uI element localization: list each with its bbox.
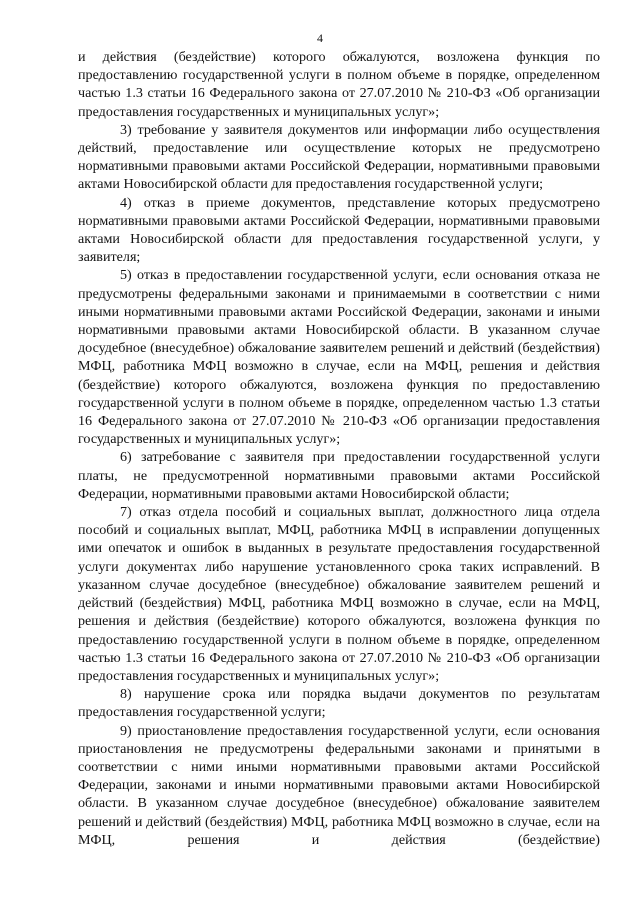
paragraph-item-5: 5) отказ в предоставлении государственной услуги, если основания отказа не предусмотрены федеральными законами и принимаемыми в соответствии с ними иными нормативными правовыми актами Российской Федерации, законами и иными нормативными правовыми актами Новосибирской области. В указанном случае досудебное (внесудебное) обжалование заявителем решений и действий (бездействия) МФЦ, работника МФЦ возможно в случае, если на МФЦ, решения и действия (бездействие) которого обжалуются, возложена функция по предоставлению государственной услуги в полном объеме в порядке, определенном частью 1.3 статьи 16 Федерального закона от 27.07.2010 № 210-ФЗ «Об организации предоставления государственных и муниципальных услуг»; [78, 267, 600, 448]
page-number: 4 [317, 31, 323, 45]
paragraph-item-7: 7) отказ отдела пособий и социальных выплат, должностного лица отдела пособий и социальных выплат, МФЦ, работника МФЦ в исправлении допущенных ими опечаток и ошибок в выданных в результате предоставления государственной услуги документах либо нарушение установленного срока таких исправлений. В указанном случае досудебное (внесудебное) обжалование заявителем решений и действий (бездействия) МФЦ, работника МФЦ возможно в случае, если на МФЦ, решения и действия (бездействие) которого обжалуются, возложена функция по предоставлению государственной услуги в полном объеме в порядке, определенном частью 1.3 статьи 16 Федерального закона от 27.07.2010 № 210-ФЗ «Об организации предоставления государственных и муниципальных услуг»; [78, 504, 600, 684]
paragraph-item-3: 3) требование у заявителя документов или информации либо осуществления действий, предоставление или осуществление которых не предусмотрено нормативными правовыми актами Российской Федерации, нормативными правовыми актами Новосибирской области для предоставления государственной услуги; [78, 121, 600, 193]
paragraph-item-8: 8) нарушение срока или порядка выдачи документов по результатам предоставления государственной услуги; [78, 686, 600, 721]
paragraph-item-6: 6) затребование с заявителя при предоставлении государственной услуги платы, не предусмотренной нормативными правовыми актами Российской Федерации, нормативными правовыми актами Новосибирской области; [78, 449, 600, 502]
paragraph-item-4: 4) отказ в приеме документов, представление которых предусмотрено нормативными правовыми актами Российской Федерации, нормативными правовыми актами Новосибирской области для предоставления государственной услуги, у заявителя; [78, 194, 600, 266]
paragraph-continuation: и действия (бездействие) которого обжалуются, возложена функция по предоставлению государственной услуги в полном объеме в порядке, определенном частью 1.3 статьи 16 Федерального закона от 27.07.2010 № 210-ФЗ «Об организации предоставления государственных и муниципальных услуг»; [78, 49, 600, 120]
paragraph-item-9: 9) приостановление предоставления государственной услуги, если основания приостановления не предусмотрены федеральными законами и принятыми в соответствии с ними иными нормативными правовыми актами Российской Федерации, законами и иными нормативными правовыми актами Новосибирской области. В указанном случае досудебное (внесудебное) обжалование заявителем решений и действий (бездействия) МФЦ, работника МФЦ возможно в случае, если на МФЦ, решения и действия (бездействие) [78, 722, 600, 848]
document-body [78, 48, 600, 849]
